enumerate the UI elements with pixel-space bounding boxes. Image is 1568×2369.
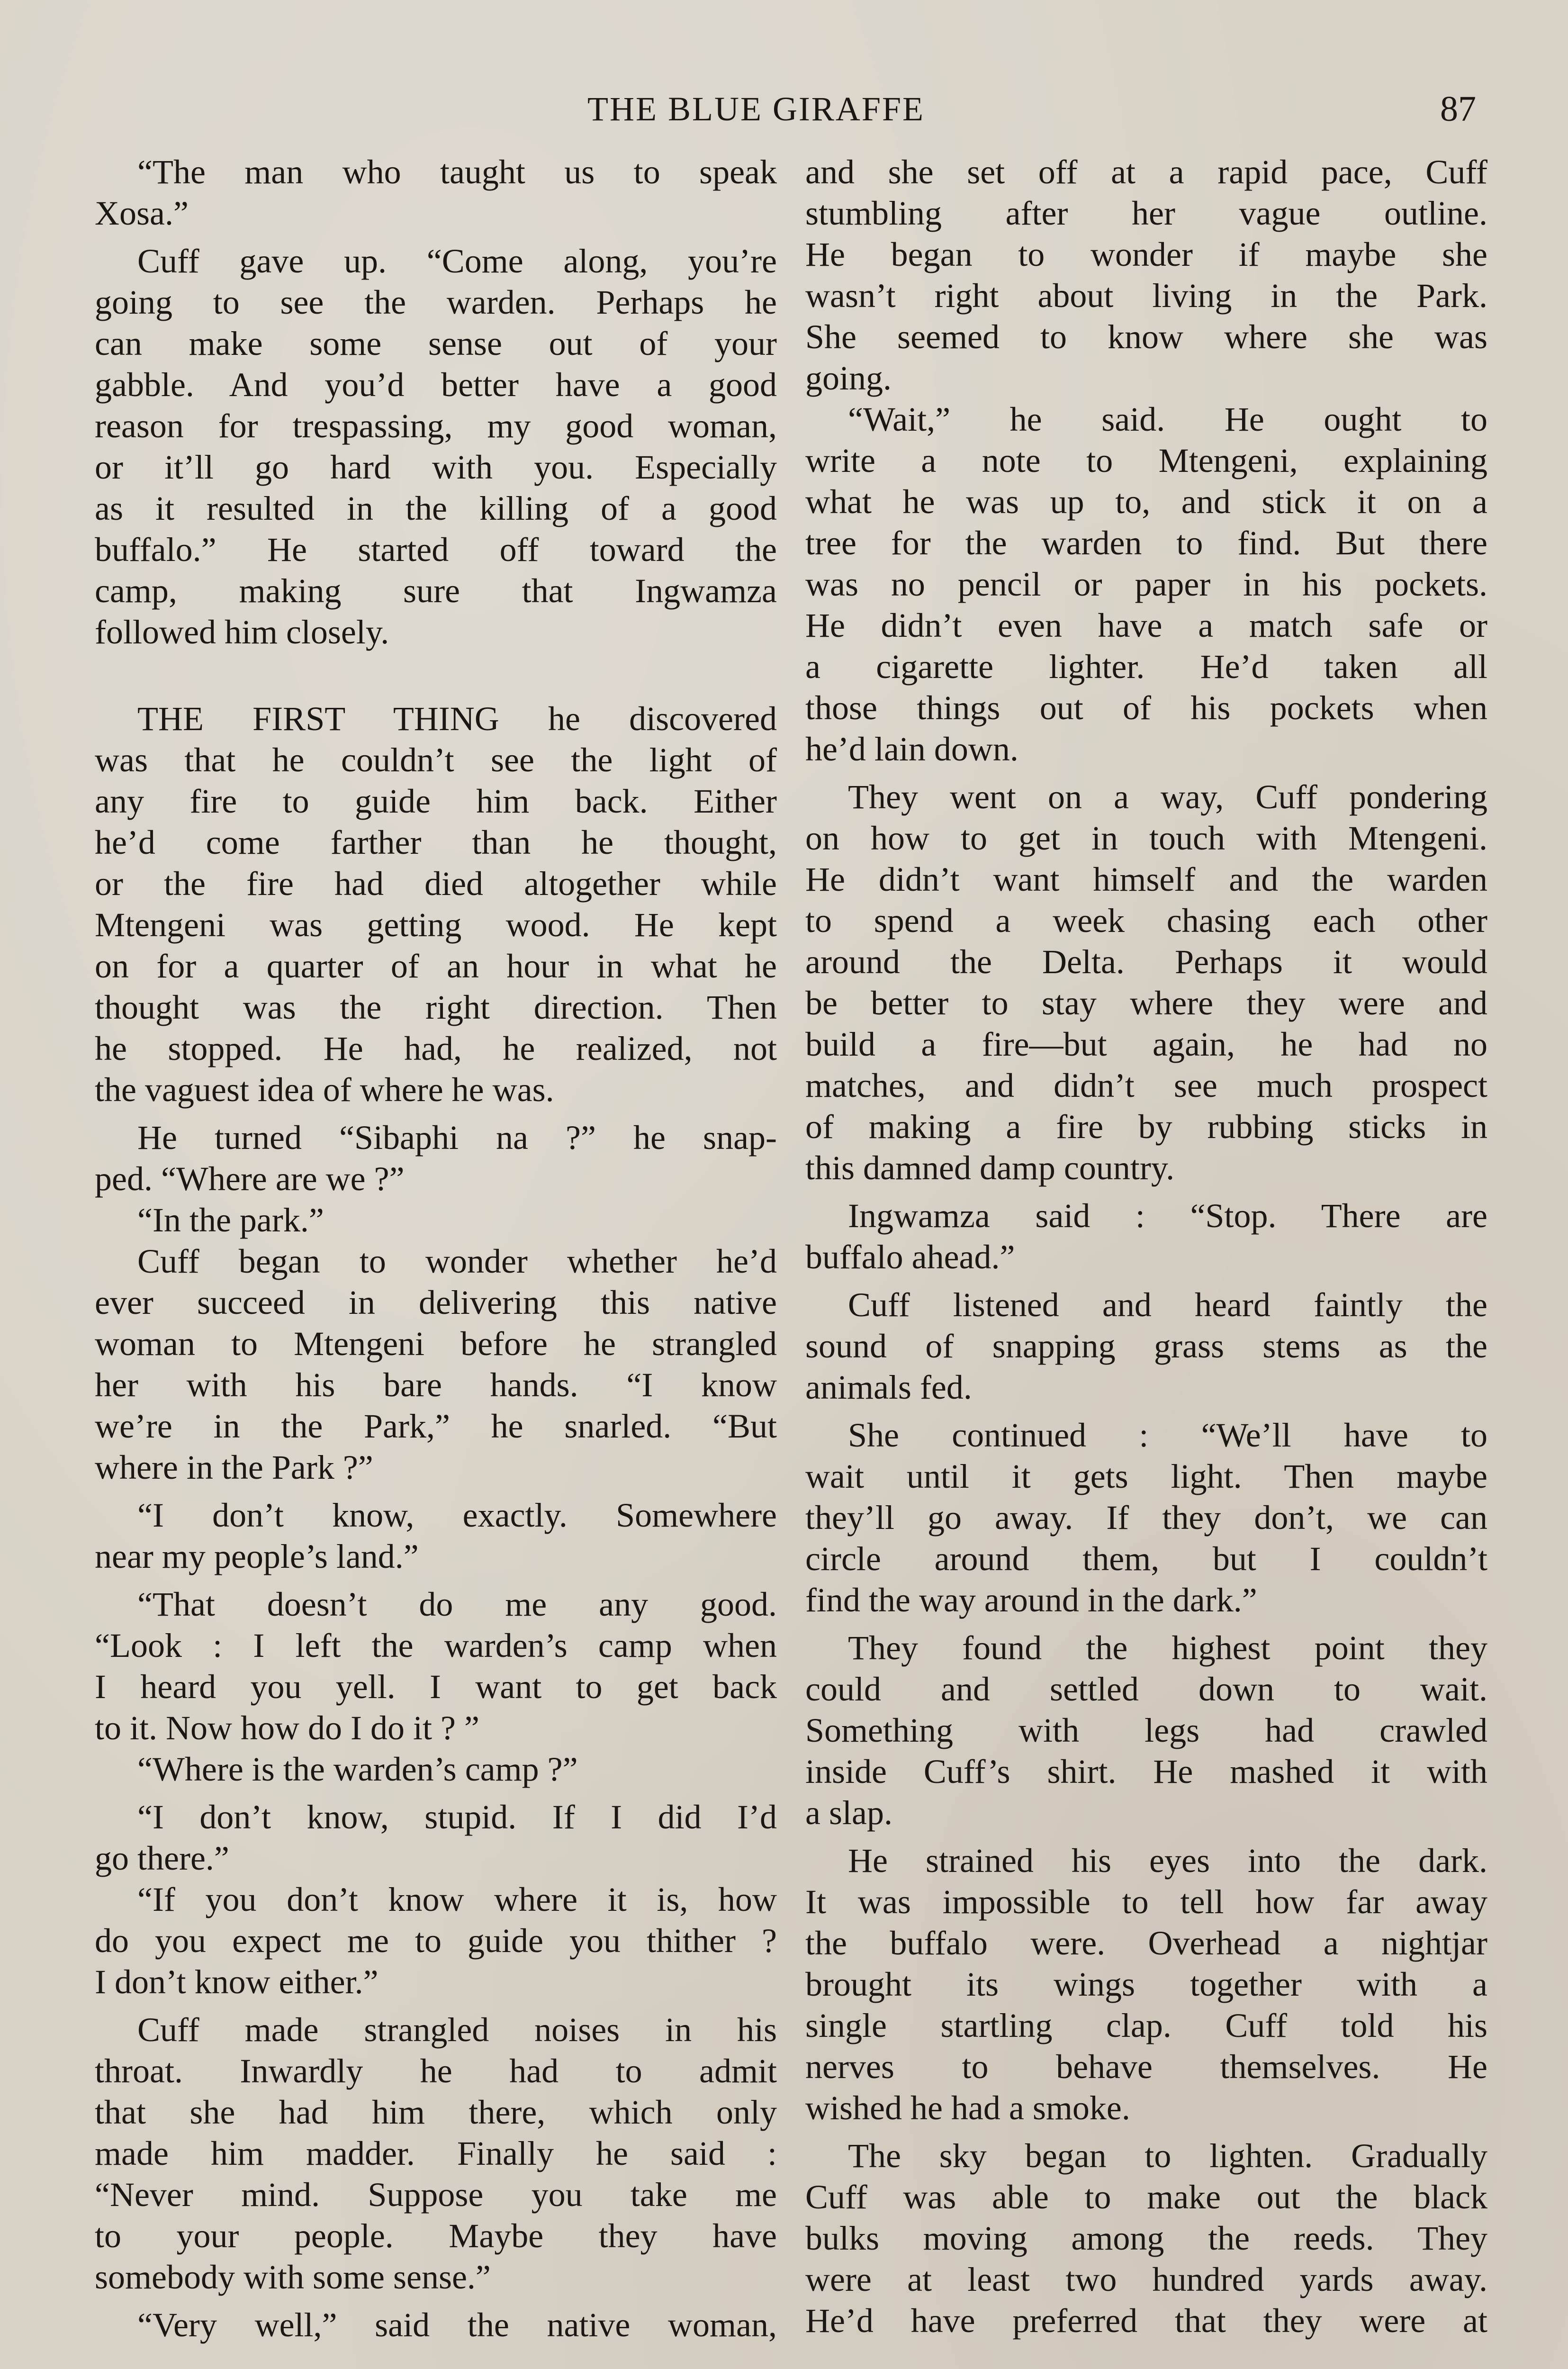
- text-line: gabble. And you’d better have a good: [95, 366, 777, 404]
- text-line: Cuff listened and heard faintly the: [848, 1286, 1487, 1324]
- text-line: the buffalo were. Overhead a nightjar: [805, 1924, 1487, 1962]
- text-line: She continued : “We’ll have to: [848, 1416, 1487, 1454]
- text-line: wished he had a smoke.: [805, 2089, 1130, 2127]
- text-line: going to see the warden. Perhaps he: [95, 283, 777, 321]
- text-line: “Never mind. Suppose you take me: [95, 2176, 777, 2214]
- right-text-column: [805, 152, 1487, 2342]
- text-line: “If you don’t know where it is, how: [137, 1881, 777, 1918]
- text-line: He didn’t even have a match safe or: [805, 606, 1487, 644]
- text-line: He began to wonder if maybe she: [805, 235, 1487, 273]
- text-line: nerves to behave themselves. He: [805, 2048, 1487, 2086]
- text-line: around the Delta. Perhaps it would: [805, 943, 1487, 981]
- paragraph-gap: [95, 1111, 777, 1117]
- left-text-column: [95, 152, 777, 2346]
- text-line: and she set off at a rapid pace, Cuff: [805, 153, 1487, 191]
- paragraph-gap: [805, 770, 1487, 777]
- text-line: buffalo.” He started off toward the: [95, 531, 777, 569]
- text-line: somebody with some sense.”: [95, 2258, 491, 2296]
- text-line: “The man who taught us to speak: [137, 153, 777, 191]
- text-line: near my people’s land.”: [95, 1537, 419, 1575]
- text-line: go there.”: [95, 1839, 229, 1877]
- paragraph-gap: [95, 234, 777, 241]
- paragraph-gap: [95, 1488, 777, 1495]
- text-line: to your people. Maybe they have: [95, 2217, 777, 2255]
- text-line: find the way around in the dark.”: [805, 1581, 1257, 1619]
- text-line: the vaguest idea of where he was.: [95, 1071, 554, 1109]
- text-line: that she had him there, which only: [95, 2093, 777, 2131]
- text-line: made him madder. Finally he said :: [95, 2134, 777, 2172]
- text-line: thought was the right direction. Then: [95, 988, 777, 1026]
- text-line: to spend a week chasing each other: [805, 902, 1487, 940]
- text-line: They found the highest point they: [848, 1629, 1487, 1667]
- text-line: those things out of his pockets when: [805, 689, 1487, 727]
- site-watermark: [1146, 2364, 1554, 2369]
- text-line: Cuff was able to make out the black: [805, 2178, 1487, 2216]
- text-line: I don’t know either.”: [95, 1963, 378, 2001]
- text-line: They went on a way, Cuff pondering: [848, 778, 1487, 816]
- text-line: She seemed to know where she was: [805, 318, 1487, 356]
- text-line: THE FIRST THING he discovered: [137, 700, 777, 738]
- text-line: we’re in the Park,” he snarled. “But: [95, 1407, 777, 1445]
- text-line: ped. “Where are we ?”: [95, 1160, 405, 1198]
- text-line: going.: [805, 359, 892, 397]
- text-line: “That doesn’t do me any good.: [137, 1585, 777, 1623]
- text-line: be better to stay where they were and: [805, 984, 1487, 1022]
- paragraph-gap: [805, 1621, 1487, 1628]
- text-line: tree for the warden to find. But there: [805, 524, 1487, 562]
- running-title: THE BLUE GIRAFFE: [587, 90, 925, 128]
- text-line: he stopped. He had, he realized, not: [95, 1030, 777, 1067]
- text-line: circle around them, but I couldn’t: [805, 1540, 1487, 1578]
- text-line: or the fire had died altogether while: [95, 865, 777, 903]
- text-line: he’d come farther than he thought,: [95, 823, 777, 861]
- paragraph-gap: [805, 1278, 1487, 1284]
- text-line: what he was up to, and stick it on a: [805, 483, 1487, 521]
- text-line: Mtengeni was getting wood. He kept: [95, 906, 777, 944]
- text-line: Cuff began to wonder whether he’d: [137, 1242, 777, 1280]
- text-line: Cuff gave up. “Come along, you’re: [137, 242, 777, 280]
- paragraph-gap: [95, 653, 777, 698]
- text-line: to it. Now how do I do it ? ”: [95, 1709, 479, 1747]
- text-line: was that he couldn’t see the light of: [95, 741, 777, 779]
- text-line: “Very well,” said the native woman,: [137, 2306, 777, 2344]
- text-line: ever succeed in delivering this native: [95, 1284, 777, 1321]
- text-line: can make some sense out of your: [95, 325, 777, 362]
- text-line: wait until it gets light. Then maybe: [805, 1457, 1487, 1495]
- text-line: “I don’t know, exactly. Somewhere: [137, 1496, 777, 1534]
- text-line: “I don’t know, stupid. If I did I’d: [137, 1798, 777, 1836]
- text-line: camp, making sure that Ingwamza: [95, 572, 777, 610]
- text-line: I heard you yell. I want to get back: [95, 1668, 777, 1706]
- text-line: “Wait,” he said. He ought to: [848, 400, 1487, 438]
- text-line: do you expect me to guide you thither ?: [95, 1922, 777, 1960]
- text-line: followed him closely.: [95, 613, 389, 651]
- paragraph-gap: [805, 2129, 1487, 2135]
- text-line: animals fed.: [805, 1368, 972, 1406]
- text-line: woman to Mtengeni before he strangled: [95, 1325, 777, 1363]
- text-line: He turned “Sibaphi na ?” he snap-: [137, 1119, 777, 1157]
- text-line: wasn’t right about living in the Park.: [805, 277, 1487, 315]
- paragraph-gap: [95, 2298, 777, 2305]
- text-line: “Look : I left the warden’s camp when: [95, 1627, 777, 1664]
- text-line: single startling clap. Cuff told his: [805, 2007, 1487, 2044]
- text-line: where in the Park ?”: [95, 1448, 373, 1486]
- text-line: could and settled down to wait.: [805, 1670, 1487, 1708]
- paragraph-gap: [95, 1790, 777, 1797]
- text-line: “Where is the warden’s camp ?”: [137, 1750, 578, 1788]
- text-line: he’d lain down.: [805, 730, 1018, 768]
- text-line: was no pencil or paper in his pockets.: [805, 565, 1487, 603]
- text-line: The sky began to lighten. Gradually: [848, 2137, 1487, 2175]
- text-line: as it resulted in the killing of a good: [95, 489, 777, 527]
- text-line: were at least two hundred yards away.: [805, 2260, 1487, 2298]
- text-line: bulks moving among the reeds. They: [805, 2219, 1487, 2257]
- text-line: build a fire—but again, he had no: [805, 1025, 1487, 1063]
- paragraph-gap: [95, 2003, 777, 2009]
- text-line: on for a quarter of an hour in what he: [95, 947, 777, 985]
- text-line: He’d have preferred that they were at: [805, 2302, 1487, 2340]
- text-line: throat. Inwardly he had to admit: [95, 2052, 777, 2090]
- text-line: Something with legs had crawled: [805, 1711, 1487, 1749]
- text-line: He didn’t want himself and the warden: [805, 860, 1487, 898]
- text-line: on how to get in touch with Mtengeni.: [805, 819, 1487, 857]
- text-line: or it’ll go hard with you. Especially: [95, 448, 777, 486]
- text-line: Ingwamza said : “Stop. There are: [848, 1197, 1487, 1235]
- paragraph-gap: [805, 1408, 1487, 1415]
- paragraph-gap: [805, 1834, 1487, 1840]
- text-line: “In the park.”: [137, 1201, 324, 1239]
- text-line: her with his bare hands. “I know: [95, 1366, 777, 1404]
- running-header: [0, 83, 1568, 135]
- text-line: a cigarette lighter. He’d taken all: [805, 648, 1487, 686]
- text-line: a slap.: [805, 1794, 892, 1832]
- text-line: It was impossible to tell how far away: [805, 1883, 1487, 1921]
- text-line: Cuff made strangled noises in his: [137, 2011, 777, 2049]
- text-line: sound of snapping grass stems as the: [805, 1327, 1487, 1365]
- text-line: stumbling after her vague outline.: [805, 194, 1487, 232]
- paragraph-gap: [95, 1577, 777, 1584]
- text-line: inside Cuff’s shirt. He mashed it with: [805, 1753, 1487, 1790]
- text-line: write a note to Mtengeni, explaining: [805, 442, 1487, 479]
- paragraph-gap: [805, 1189, 1487, 1195]
- text-line: buffalo ahead.”: [805, 1238, 1015, 1276]
- text-line: this damned damp country.: [805, 1149, 1175, 1187]
- text-line: they’ll go away. If they don’t, we can: [805, 1499, 1487, 1537]
- text-line: any fire to guide him back. Either: [95, 782, 777, 820]
- text-line: reason for trespassing, my good woman,: [95, 407, 777, 445]
- text-line: of making a fire by rubbing sticks in: [805, 1108, 1487, 1146]
- text-line: He strained his eyes into the dark.: [848, 1842, 1487, 1880]
- text-line: Xosa.”: [95, 194, 189, 232]
- page-number: 87: [1440, 89, 1476, 129]
- text-line: matches, and didn’t see much prospect: [805, 1067, 1487, 1104]
- text-line: brought its wings together with a: [805, 1965, 1487, 2003]
